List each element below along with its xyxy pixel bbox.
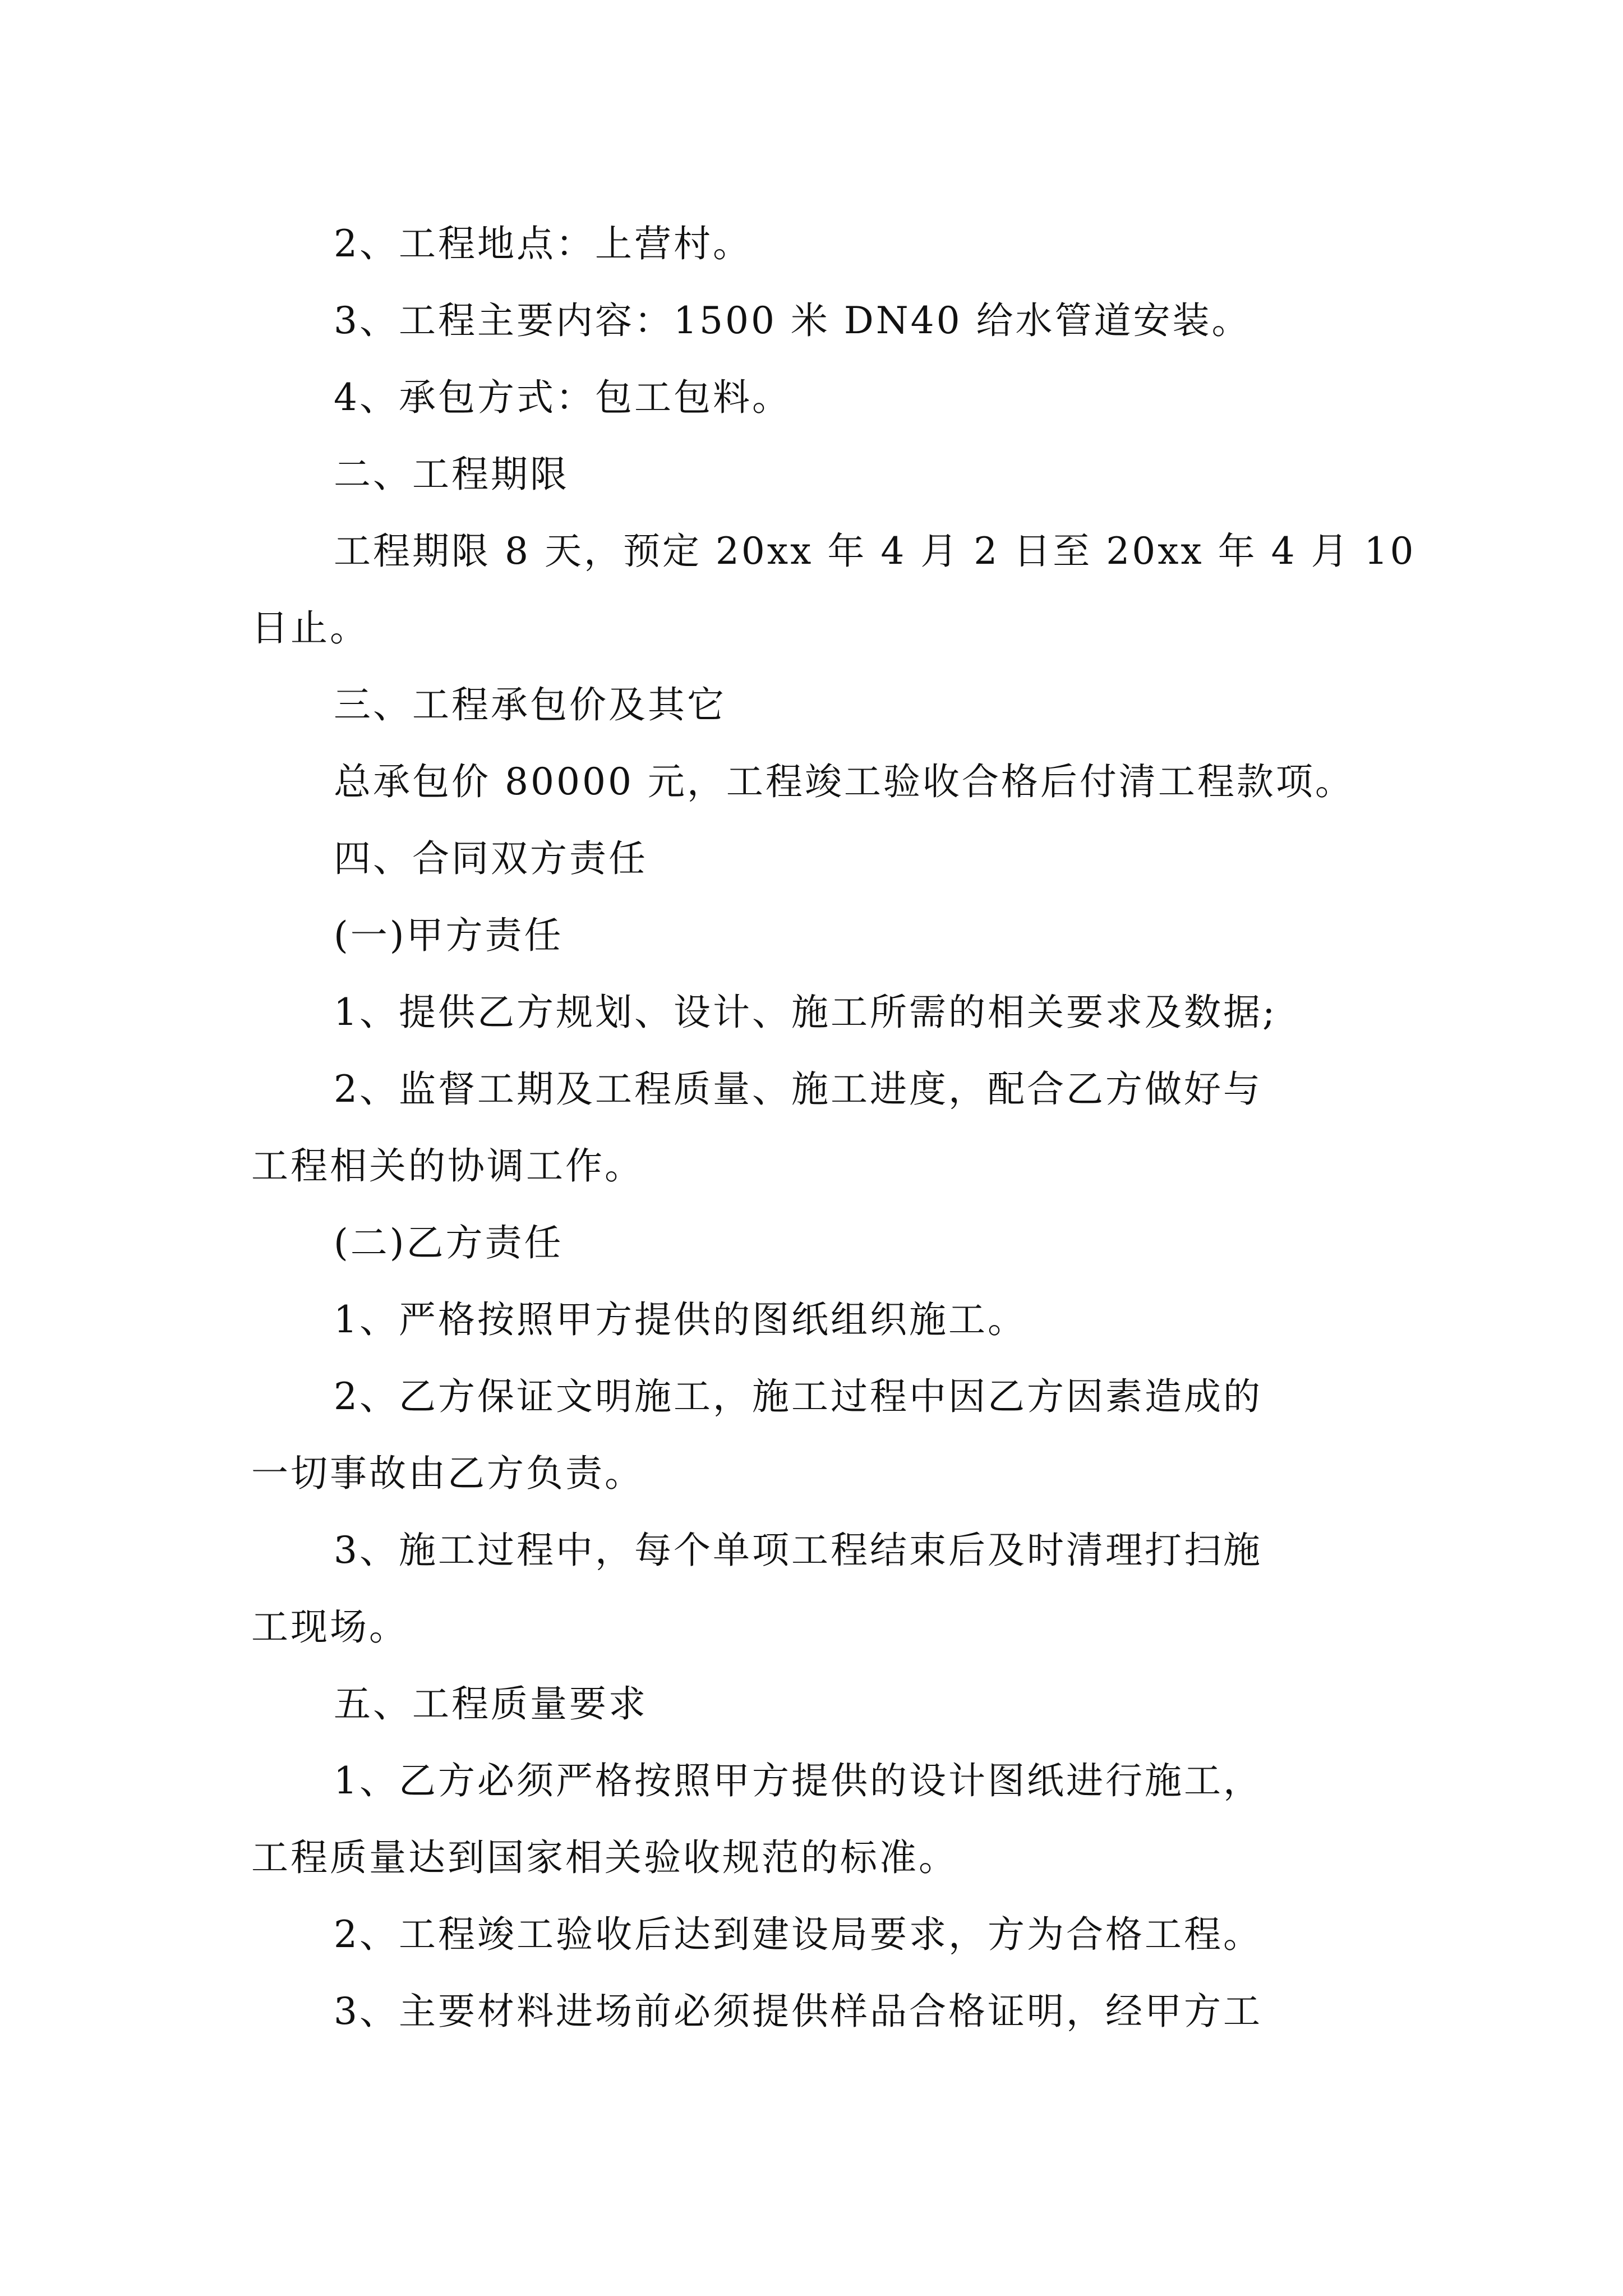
line-3: 4、承包方式：包工包料。	[334, 376, 791, 419]
line-5: 工程期限 8 天，预定 20xx 年 4 月 2 日至 20xx 年 4 月 10	[334, 530, 1416, 573]
line-18: 3、施工过程中，每个单项工程结束后及时清理打扫施	[334, 1529, 1262, 1572]
line-1: 2、工程地点：上营村。	[334, 222, 752, 265]
line-15: 1、严格按照甲方提供的图纸组织施工。	[334, 1298, 1027, 1341]
line-2: 3、工程主要内容：1500 米 DN40 给水管道安装。	[334, 299, 1251, 342]
line-12: 2、监督工期及工程质量、施工进度，配合乙方做好与	[334, 1068, 1262, 1111]
line-21: 1、乙方必须严格按照甲方提供的设计图纸进行施工，	[334, 1759, 1262, 1802]
line-11: 1、提供乙方规划、设计、施工所需的相关要求及数据;	[334, 991, 1278, 1034]
line-14: (二)乙方责任	[334, 1221, 564, 1264]
line-7: 三、工程承包价及其它	[334, 683, 726, 726]
line-16: 2、乙方保证文明施工，施工过程中因乙方因素造成的	[334, 1375, 1262, 1418]
line-9: 四、合同双方责任	[334, 837, 648, 880]
line-10: (一)甲方责任	[334, 914, 564, 957]
line-22: 工程质量达到国家相关验收规范的标准。	[251, 1836, 958, 1879]
line-24: 3、主要材料进场前必须提供样品合格证明，经甲方工	[334, 1990, 1262, 2033]
line-19: 工现场。	[251, 1605, 408, 1649]
line-4: 二、工程期限	[334, 453, 569, 496]
line-6: 日止。	[251, 606, 369, 650]
line-17: 一切事故由乙方负责。	[251, 1452, 644, 1495]
line-23: 2、工程竣工验收后达到建设局要求，方为合格工程。	[334, 1913, 1262, 1956]
line-13: 工程相关的协调工作。	[251, 1144, 644, 1188]
line-8: 总承包价 80000 元，工程竣工验收合格后付清工程款项。	[334, 760, 1354, 803]
line-20: 五、工程质量要求	[334, 1682, 648, 1726]
